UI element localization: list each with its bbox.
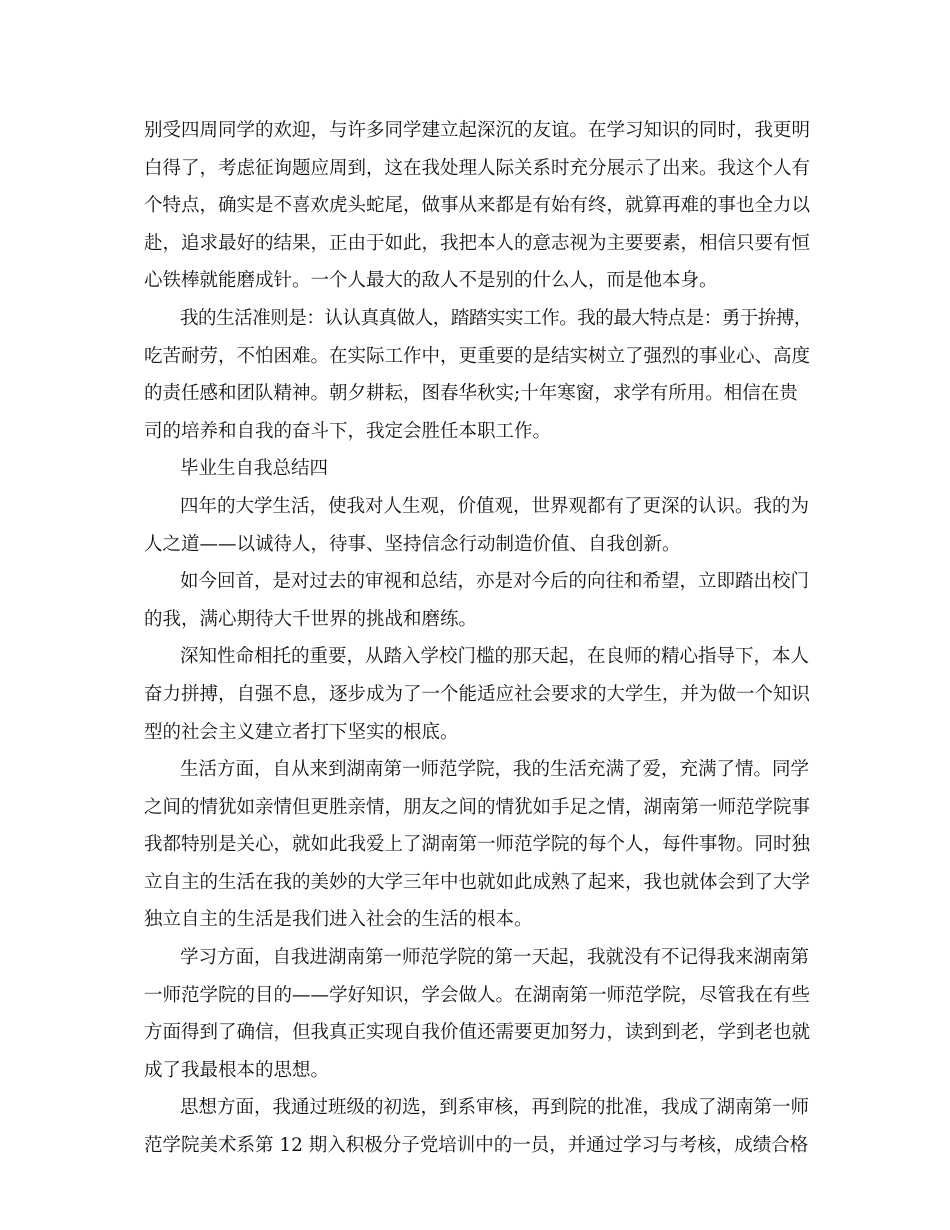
text-line: 人之道——以诚待人，待事、坚持信念行动制造价值、自我创新。 [144, 533, 681, 555]
text-line: 奋力拼搏，自强不息，逐步成为了一个能适应社会要求的大学生，并为做一个知识 [144, 683, 811, 705]
text-line: 立自主的生活在我的美妙的大学三年中也就如此成熟了起来，我也就体会到了大学 [144, 871, 811, 893]
text-line: 之间的情犹如亲情但更胜亲情，朋友之间的情犹如手足之情，湖南第一师范学院事 [144, 796, 811, 818]
text-line: 我都特别是关心，就如此我爱上了湖南第一师范学院的每个人，每件事物。同时独 [144, 834, 811, 856]
text-line: 赴，追求最好的结果，正由于如此，我把本人的意志视为主要要素，相信只要有恒 [144, 232, 811, 254]
paragraph-start-line: 深知性命相托的重要，从踏入学校门槛的那天起，在良师的精心指导下，本人 [180, 646, 810, 668]
paragraph-start-line: 如今回首，是对过去的审视和总结，亦是对今后的向往和希望，立即踏出校门 [180, 571, 810, 593]
text-line: 范学院美术系第 12 期入积极分子党培训中的一员，并通过学习与考核，成绩合格 [144, 1135, 809, 1157]
paragraph-start-line: 四年的大学生活，使我对人生观，价值观，世界观都有了更深的认识。我的为 [180, 495, 810, 517]
text-line: 方面得到了确信，但我真正实现自我价值还需要更加努力，读到到老，学到老也就 [144, 1022, 811, 1044]
document-body [144, 112, 812, 1165]
text-line: 心铁棒就能磨成针。一个人最大的敌人不是别的什么人，而是他本身。 [144, 270, 718, 292]
text-line: 型的社会主义建立者打下坚实的根底。 [144, 721, 459, 743]
paragraph-start-line: 学习方面，自我进湖南第一师范学院的第一天起，我就没有不记得我来湖南第 [180, 947, 810, 969]
text-line: 别受四周同学的欢迎，与许多同学建立起深沉的友谊。在学习知识的同时，我更明 [144, 120, 811, 141]
text-line: 独立自主的生活是我们进入社会的生活的根本。 [144, 909, 533, 931]
section-heading: 毕业生自我总结四 [180, 458, 329, 480]
text-line: 的我，满心期待大千世界的挑战和磨练。 [144, 608, 478, 630]
text-line: 成了我最根本的思想。 [144, 1059, 330, 1081]
paragraph-start-line: 思想方面，我通过班级的初选，到系审核，再到院的批准，我成了湖南第一师 [180, 1097, 810, 1119]
text-line: 的责任感和团队精神。朝夕耕耘，图春华秋实;十年寒窗，求学有所用。相信在贵 [144, 383, 798, 405]
text-line: 白得了，考虑征询题应周到，这在我处理人际关系时充分展示了出来。我这个人有 [144, 157, 811, 179]
paragraph-start-line: 我的生活准则是：认认真真做人，踏踏实实工作。我的最大特点是：勇于拚搏， [180, 307, 812, 329]
text-line: 吃苦耐劳，不怕困难。在实际工作中，更重要的是结实树立了强烈的事业心、高度 [144, 345, 811, 367]
text-line: 司的培养和自我的奋斗下，我定会胜任本职工作。 [144, 420, 552, 442]
paragraph-start-line: 生活方面，自从来到湖南第一师范学院，我的生活充满了爱，充满了情。同学 [180, 759, 810, 781]
text-line: 一师范学院的目的——学好知识，学会做人。在湖南第一师范学院，尽管我在有些 [144, 984, 811, 1006]
text-line: 个特点，确实是不喜欢虎头蛇尾，做事从来都是有始有终，就算再难的事也全力以 [144, 195, 811, 217]
